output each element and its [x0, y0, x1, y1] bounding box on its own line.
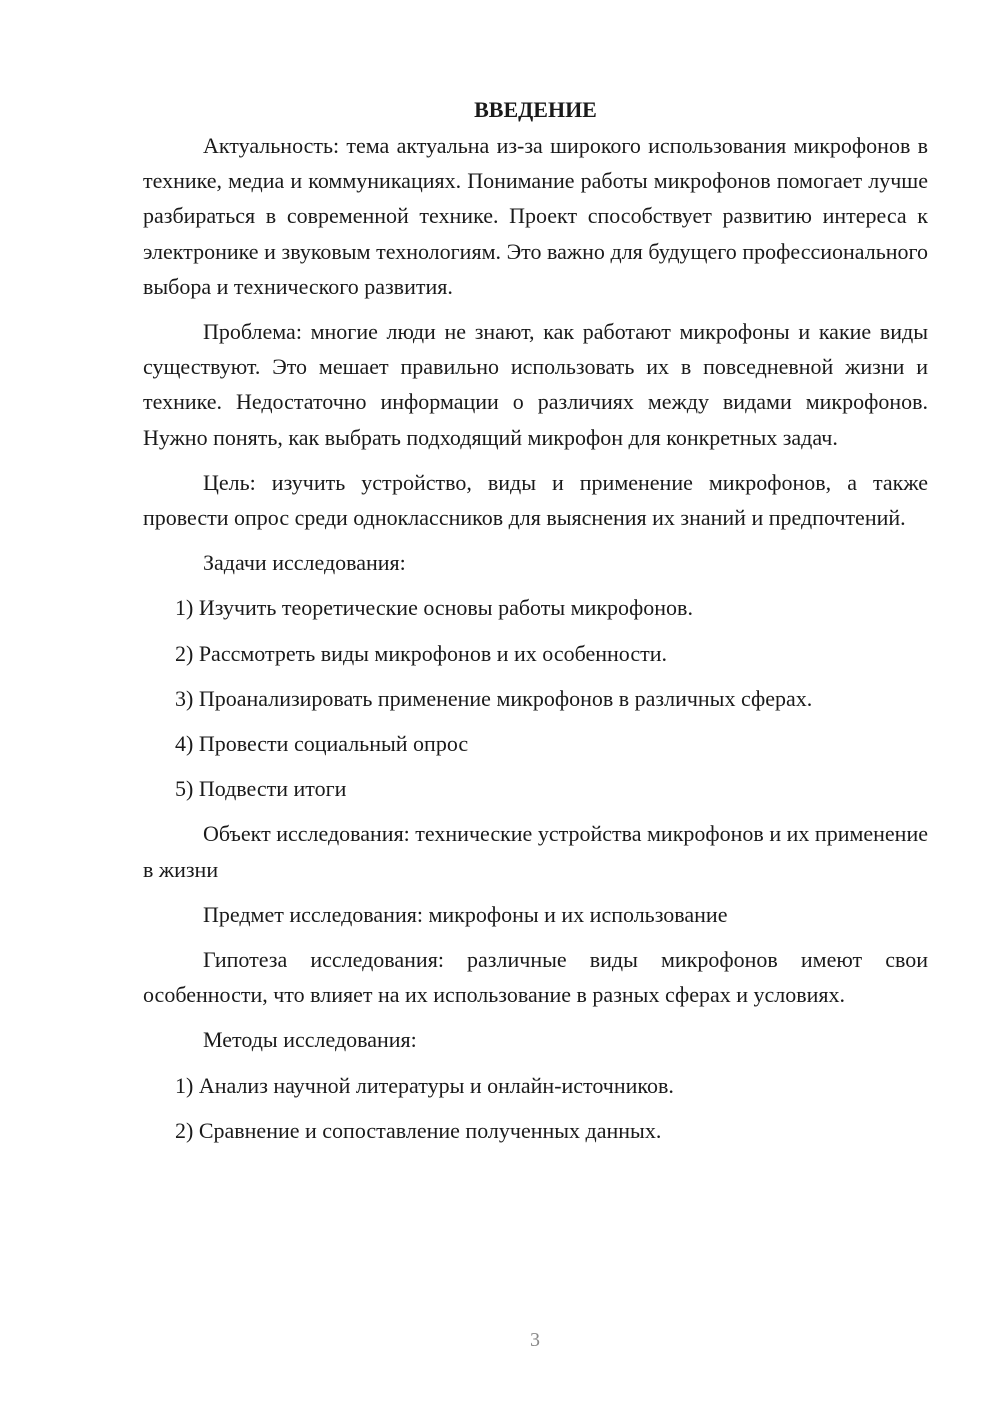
object-paragraph: Объект исследования: технические устройства микрофонов и их применение в жизни [143, 821, 928, 882]
goal-paragraph: Цель: изучить устройство, виды и применение микрофонов, а также провести опрос среди одноклассников для выяснения их знаний и предпочтений. [143, 469, 928, 531]
page-number: 3 [530, 1329, 540, 1351]
task-item: 4) Провести социальный опрос [175, 731, 469, 757]
tasks-label: Задачи исследования: [203, 550, 406, 576]
hypothesis-paragraph: Гипотеза исследования: различные виды микрофонов имеют свои особенности, что влияет на их использование в разных сферах и условиях. [143, 947, 928, 1008]
method-item: 1) Анализ научной литературы и онлайн-источников. [175, 1072, 674, 1098]
task-item: 5) Подвести итоги [175, 776, 347, 802]
method-item: 2) Сравнение и сопоставление полученных данных. [175, 1117, 662, 1143]
methods-label: Методы исследования: [203, 1027, 417, 1053]
section-title: ВВЕДЕНИЕ [474, 97, 597, 122]
subject-paragraph: Предмет исследования: микрофоны и их использование [203, 901, 728, 927]
relevance-paragraph: Актуальность: тема актуальна из-за широкого использования микрофонов в технике, медиа и коммуникациях. Понимание работы микрофонов помогает лучше разбираться в современной технике. Проект способствует развитию интереса к электронике и звуковым технологиям. Это важно для будущего профессионального выбора и технического развития. [143, 133, 928, 299]
task-item: 1) Изучить теоретические основы работы микрофонов. [175, 595, 693, 621]
task-item: 3) Проанализировать применение микрофонов в различных сферах. [175, 685, 813, 711]
task-item: 2) Рассмотреть виды микрофонов и их особенности. [175, 640, 667, 666]
problem-paragraph: Проблема: многие люди не знают, как работают микрофоны и какие виды существуют. Это мешает правильно использовать их в повседневной жизни и технике. Недостаточно информации о различиях между видами микрофонов. Нужно понять, как выбрать подходящий микрофон для конкретных задач. [143, 319, 928, 450]
document-page [143, 92, 928, 1158]
